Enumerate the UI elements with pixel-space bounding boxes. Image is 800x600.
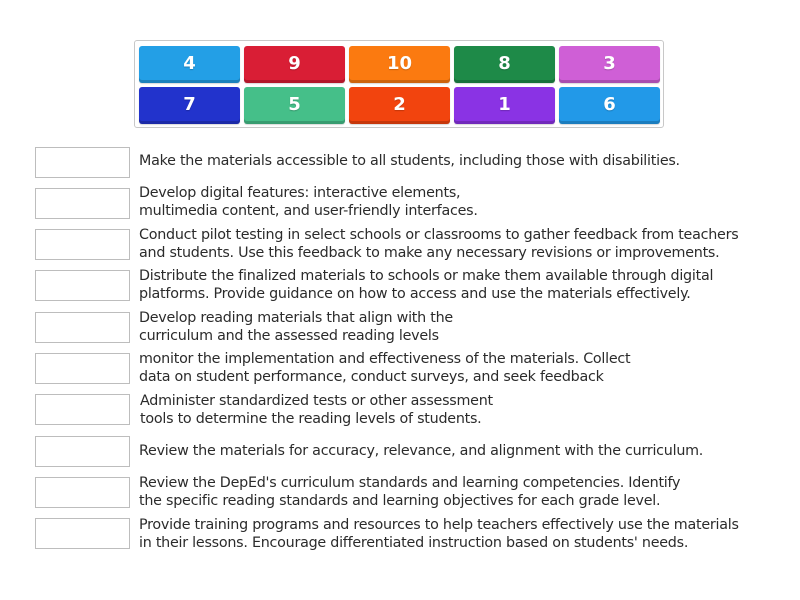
statement-line: data on student performance, conduct surveys, and seek feedback	[139, 368, 604, 385]
drop-slot[interactable]	[35, 229, 130, 260]
statement-line: and students. Use this feedback to make any necessary revisions or improvements.	[139, 244, 720, 261]
answer-tile-9[interactable]: 9	[244, 46, 345, 83]
statement-text	[139, 517, 789, 552]
statement-text	[139, 351, 789, 386]
statement-line: Administer standardized tests or other assessment	[140, 393, 493, 409]
answer-tile-10[interactable]: 10	[349, 46, 450, 83]
drop-slot[interactable]	[35, 477, 130, 508]
statement-text	[139, 268, 789, 303]
statement-line: in their lessons. Encourage differentiated instruction based on students' needs.	[139, 534, 689, 551]
tile-tray	[134, 40, 664, 128]
statement-text	[139, 310, 789, 345]
statement-line: Make the materials accessible to all students, including those with disabilities.	[139, 153, 680, 169]
statement-line: Conduct pilot testing in select schools or classrooms to gather feedback from teachers	[139, 227, 739, 243]
answer-tile-5[interactable]: 5	[244, 87, 345, 124]
statement-line: curriculum and the assessed reading levels	[139, 327, 439, 344]
statement-line: monitor the implementation and effectiveness of the materials. Collect	[139, 351, 631, 367]
drop-slot[interactable]	[35, 270, 130, 301]
statement-line: multimedia content, and user-friendly interfaces.	[139, 202, 478, 219]
statement-line: Provide training programs and resources to help teachers effectively use the materials	[139, 517, 739, 533]
statement-text	[140, 393, 790, 428]
answer-tile-7[interactable]: 7	[139, 87, 240, 124]
answer-tile-4[interactable]: 4	[139, 46, 240, 83]
drop-slot[interactable]	[35, 147, 130, 178]
drop-slot[interactable]	[35, 394, 130, 425]
statement-text	[139, 443, 789, 461]
drop-slot[interactable]	[35, 353, 130, 384]
drop-slot[interactable]	[35, 188, 130, 219]
statement-line: Review the DepEd's curriculum standards and learning competencies. Identify	[139, 475, 681, 491]
answer-tile-1[interactable]: 1	[454, 87, 555, 124]
statement-text	[139, 185, 789, 220]
statement-text	[139, 475, 789, 510]
drop-slot[interactable]	[35, 518, 130, 549]
drop-slot[interactable]	[35, 436, 130, 467]
statement-line: tools to determine the reading levels of students.	[140, 410, 482, 427]
answer-tile-3[interactable]: 3	[559, 46, 660, 83]
answer-tile-2[interactable]: 2	[349, 87, 450, 124]
drop-slot[interactable]	[35, 312, 130, 343]
statement-text	[139, 227, 789, 262]
statement-text	[139, 153, 789, 171]
statement-line: Distribute the finalized materials to schools or make them available through digital	[139, 268, 714, 284]
statement-line: Develop reading materials that align with the	[139, 310, 453, 326]
answer-tile-6[interactable]: 6	[559, 87, 660, 124]
statement-line: Develop digital features: interactive elements,	[139, 185, 461, 201]
statement-line: the specific reading standards and learning objectives for each grade level.	[139, 492, 661, 509]
statement-line: Review the materials for accuracy, relevance, and alignment with the curriculum.	[139, 443, 704, 459]
answer-tile-8[interactable]: 8	[454, 46, 555, 83]
statement-line: platforms. Provide guidance on how to access and use the materials effectively.	[139, 285, 691, 302]
